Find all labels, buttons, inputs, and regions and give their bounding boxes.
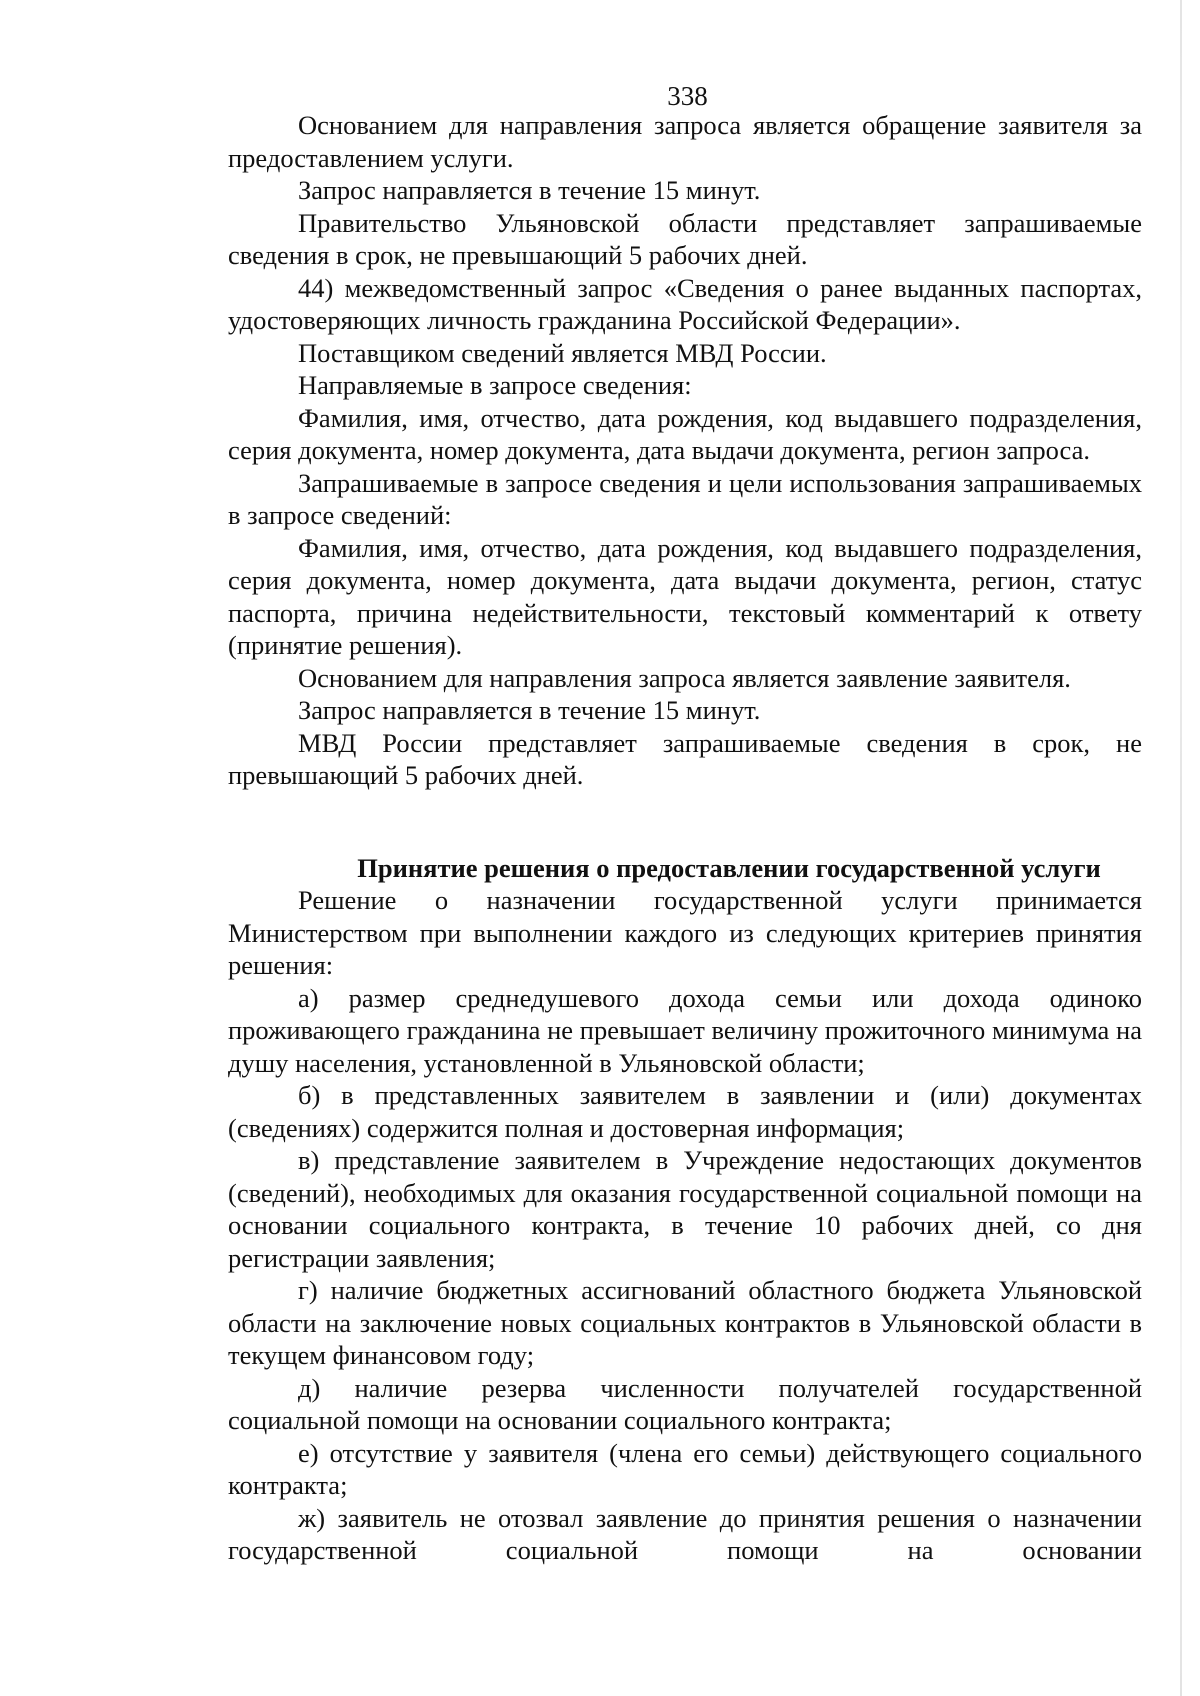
paragraph: Запрос направляется в течение 15 минут. xyxy=(298,695,761,725)
document-body xyxy=(228,109,1142,1567)
page-number: 338 xyxy=(667,81,708,111)
paragraph: Правительство Ульяновской области представляет запрашиваемые сведения в срок, не превышающий 5 рабочих дней. xyxy=(228,207,1142,270)
scan-edge-shadow xyxy=(1180,0,1182,1696)
paragraph: Запрашиваемые в запросе сведения и цели использования запрашиваемых в запросе сведений: xyxy=(228,467,1142,530)
list-item: в) представление заявителем в Учреждение недостающих документов (сведений), необходимых для оказания государственной социальной помощи на основании социального контракта, в течение 10 рабочих дней, со дня регистрации заявления; xyxy=(228,1145,1142,1273)
paragraph: Решение о назначении государственной услуги принимается Министерством при выполнении каждого из следующих критериев принятия решения: xyxy=(228,885,1142,980)
list-item: е) отсутствие у заявителя (члена его семьи) действующего социального контракта; xyxy=(228,1437,1142,1500)
section-spacer xyxy=(228,792,1142,852)
list-item: б) в представленных заявителем в заявлении и (или) документах (сведениях) содержится полная и достоверная информация; xyxy=(228,1080,1142,1143)
paragraph: Поставщиком сведений является МВД России. xyxy=(298,337,827,368)
paragraph: Фамилия, имя, отчество, дата рождения, код выдавшего подразделения, серия документа, номер документа, дата выдачи документа, регион запроса. xyxy=(228,402,1142,465)
list-item: г) наличие бюджетных ассигнований областного бюджета Ульяновской области на заключение новых социальных контрактов в Ульяновской области в текущем финансовом году; xyxy=(228,1275,1142,1370)
paragraph: МВД России представляет запрашиваемые сведения в срок, не превышающий 5 рабочих дней. xyxy=(228,727,1142,790)
paragraph: Фамилия, имя, отчество, дата рождения, код выдавшего подразделения, серия документа, номер документа, дата выдачи документа, регион, статус паспорта, причина недействительности, текстовый комментарий к ответу (принятие решения). xyxy=(228,532,1142,660)
paragraph: Основанием для направления запроса является заявление заявителя. xyxy=(298,662,1071,693)
paragraph: 44) межведомственный запрос «Сведения о ранее выданных паспортах, удостоверяющих личность гражданина Российской Федерации». xyxy=(228,272,1142,335)
list-item: д) наличие резерва численности получателей государственной социальной помощи на основании социального контракта; xyxy=(228,1372,1142,1435)
list-item: ж) заявитель не отозвал заявление до принятия решения о назначении государственной социальной помощи на основании xyxy=(228,1502,1142,1565)
paragraph: Основанием для направления запроса является обращение заявителя за предоставлением услуги. xyxy=(228,110,1142,173)
section-heading: Принятие решения о предоставлении государственной услуги xyxy=(357,852,1101,883)
list-item: а) размер среднедушевого дохода семьи или дохода одиноко проживающего гражданина не превышает величину прожиточного минимума на душу населения, установленной в Ульяновской области; xyxy=(228,982,1142,1078)
paragraph: Направляемые в запросе сведения: xyxy=(298,370,692,400)
paragraph: Запрос направляется в течение 15 минут. xyxy=(298,175,761,205)
